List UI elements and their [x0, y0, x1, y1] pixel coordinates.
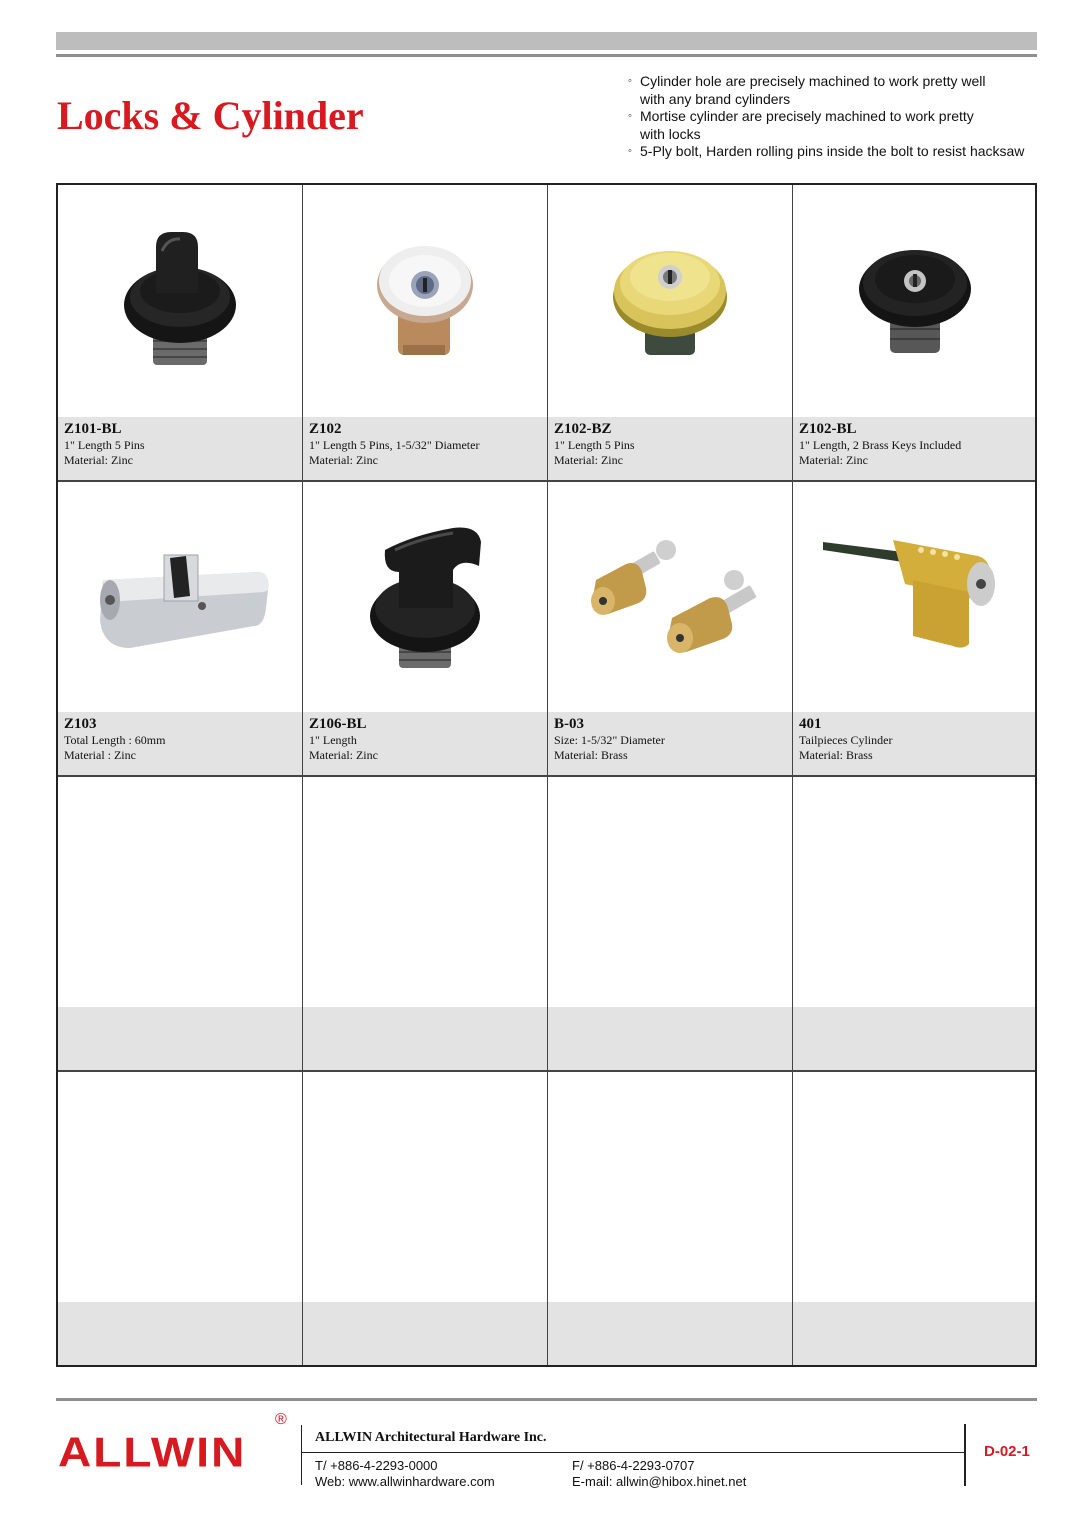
product-spec: Total Length : 60mm: [64, 733, 166, 747]
company-name: ALLWIN Architectural Hardware Inc.: [315, 1430, 547, 1445]
feature-list: [628, 73, 1048, 161]
feature-text: with locks: [640, 125, 701, 142]
empty-cell: [793, 1302, 1035, 1365]
product-info-cell: [303, 417, 548, 480]
product-material: Material: Zinc: [309, 452, 378, 467]
product-spec: 1" Length 5 Pins: [64, 438, 145, 452]
contact-right: [572, 1458, 746, 1490]
product-spec: Tailpieces Cylinder: [799, 733, 893, 747]
feature-bullet: [628, 73, 1048, 108]
empty-image-row: [58, 1070, 1035, 1303]
product-info-cell: [548, 712, 793, 775]
product-spec: 1" Length: [309, 733, 357, 747]
footer-divider: [964, 1424, 966, 1486]
product-code: Z101-BL: [64, 421, 122, 437]
empty-cell: [548, 1070, 793, 1302]
empty-cell: [548, 1007, 793, 1070]
registered-mark: ®: [275, 1411, 287, 1428]
product-image-cell: [303, 480, 548, 712]
telephone: T/ +886-4-2293-0000: [315, 1458, 438, 1473]
product-image-cell: [793, 480, 1035, 712]
product-code: Z102-BZ: [554, 421, 612, 437]
empty-cell: [303, 775, 548, 1007]
product-grid: [56, 183, 1037, 1367]
empty-cell: [58, 1070, 303, 1302]
product-image-cell: [58, 480, 303, 712]
product-image-cell: [303, 185, 548, 417]
empty-cell: [548, 1302, 793, 1365]
footer-divider: [301, 1425, 302, 1485]
feature-text: with any brand cylinders: [640, 90, 791, 107]
feature-bullet: [628, 108, 1048, 143]
product-material: Material : Zinc: [64, 747, 136, 762]
product-image-cell: [58, 185, 303, 417]
brass-mortise-cylinder-image: [548, 185, 793, 417]
email: E-mail: allwin@hibox.hinet.net: [572, 1474, 747, 1489]
product-info-cell: [793, 712, 1035, 775]
empty-cell: [303, 1302, 548, 1365]
product-image-cell: [548, 185, 793, 417]
satin-mortise-cylinder-image: [303, 185, 548, 417]
product-code: B-03: [554, 716, 584, 732]
product-info-cell: [548, 417, 793, 480]
product-image-cell: [548, 480, 793, 712]
empty-info-row: [58, 1302, 1035, 1365]
product-code: 401: [799, 716, 822, 732]
header-rule: [56, 54, 1037, 57]
product-image-row: [58, 480, 1035, 713]
empty-cell: [793, 775, 1035, 1007]
empty-image-row: [58, 775, 1035, 1008]
product-image-cell: [793, 185, 1035, 417]
empty-cell: [548, 775, 793, 1007]
product-info-cell: [58, 712, 303, 775]
product-code: Z102-BL: [799, 421, 857, 437]
product-spec: 1" Length, 2 Brass Keys Included: [799, 438, 962, 452]
black-thumbturn-cylinder-image: [58, 185, 303, 417]
euro-profile-cylinder-image: [58, 480, 303, 712]
black-lever-thumbturn-image: [303, 480, 548, 712]
brass-tailpiece-cylinder-image: [793, 480, 1038, 712]
product-material: Material: Zinc: [64, 452, 133, 467]
product-image-row: [58, 185, 1035, 418]
empty-cell: [303, 1007, 548, 1070]
empty-cell: [303, 1070, 548, 1302]
product-spec: 1" Length 5 Pins: [554, 438, 635, 452]
product-info-cell: [793, 417, 1035, 480]
product-spec: Size: 1-5/32" Diameter: [554, 733, 665, 747]
product-material: Material: Brass: [799, 747, 873, 762]
product-material: Material: Zinc: [309, 747, 378, 762]
footer-divider: [301, 1452, 964, 1453]
product-material: Material: Zinc: [554, 452, 623, 467]
fax: F/ +886-4-2293-0707: [572, 1458, 695, 1473]
feature-bullet: [628, 143, 1048, 161]
product-spec: 1" Length 5 Pins, 1-5/32" Diameter: [309, 438, 480, 452]
footer-rule: [56, 1398, 1037, 1401]
contact-left: [315, 1458, 495, 1490]
feature-text: Cylinder hole are precisely machined to work pretty well: [640, 73, 986, 89]
empty-cell: [793, 1007, 1035, 1070]
empty-info-row: [58, 1007, 1035, 1072]
product-info-cell: [303, 712, 548, 775]
product-info-row: [58, 712, 1035, 777]
product-material: Material: Zinc: [799, 452, 868, 467]
empty-cell: [793, 1070, 1035, 1302]
empty-cell: [58, 775, 303, 1007]
product-code: Z102: [309, 421, 342, 437]
product-info-cell: [58, 417, 303, 480]
black-mortise-cylinder-image: [793, 185, 1038, 417]
product-code: Z103: [64, 716, 97, 732]
header-bar: [56, 32, 1037, 50]
page-title: Locks & Cylinder: [57, 93, 364, 138]
empty-cell: [58, 1007, 303, 1070]
product-material: Material: Brass: [554, 747, 628, 762]
page-number: D-02-1: [984, 1443, 1030, 1460]
feature-text: Mortise cylinder are precisely machined to work pretty: [640, 108, 974, 124]
product-info-row: [58, 417, 1035, 482]
empty-cell: [58, 1302, 303, 1365]
feature-text: 5-Ply bolt, Harden rolling pins inside the bolt to resist hacksaw: [640, 143, 1025, 159]
website: Web: www.allwinhardware.com: [315, 1474, 495, 1489]
brass-cylinders-with-keys-image: [548, 480, 793, 712]
company-logo: ALLWIN: [58, 1428, 247, 1476]
product-code: Z106-BL: [309, 716, 367, 732]
